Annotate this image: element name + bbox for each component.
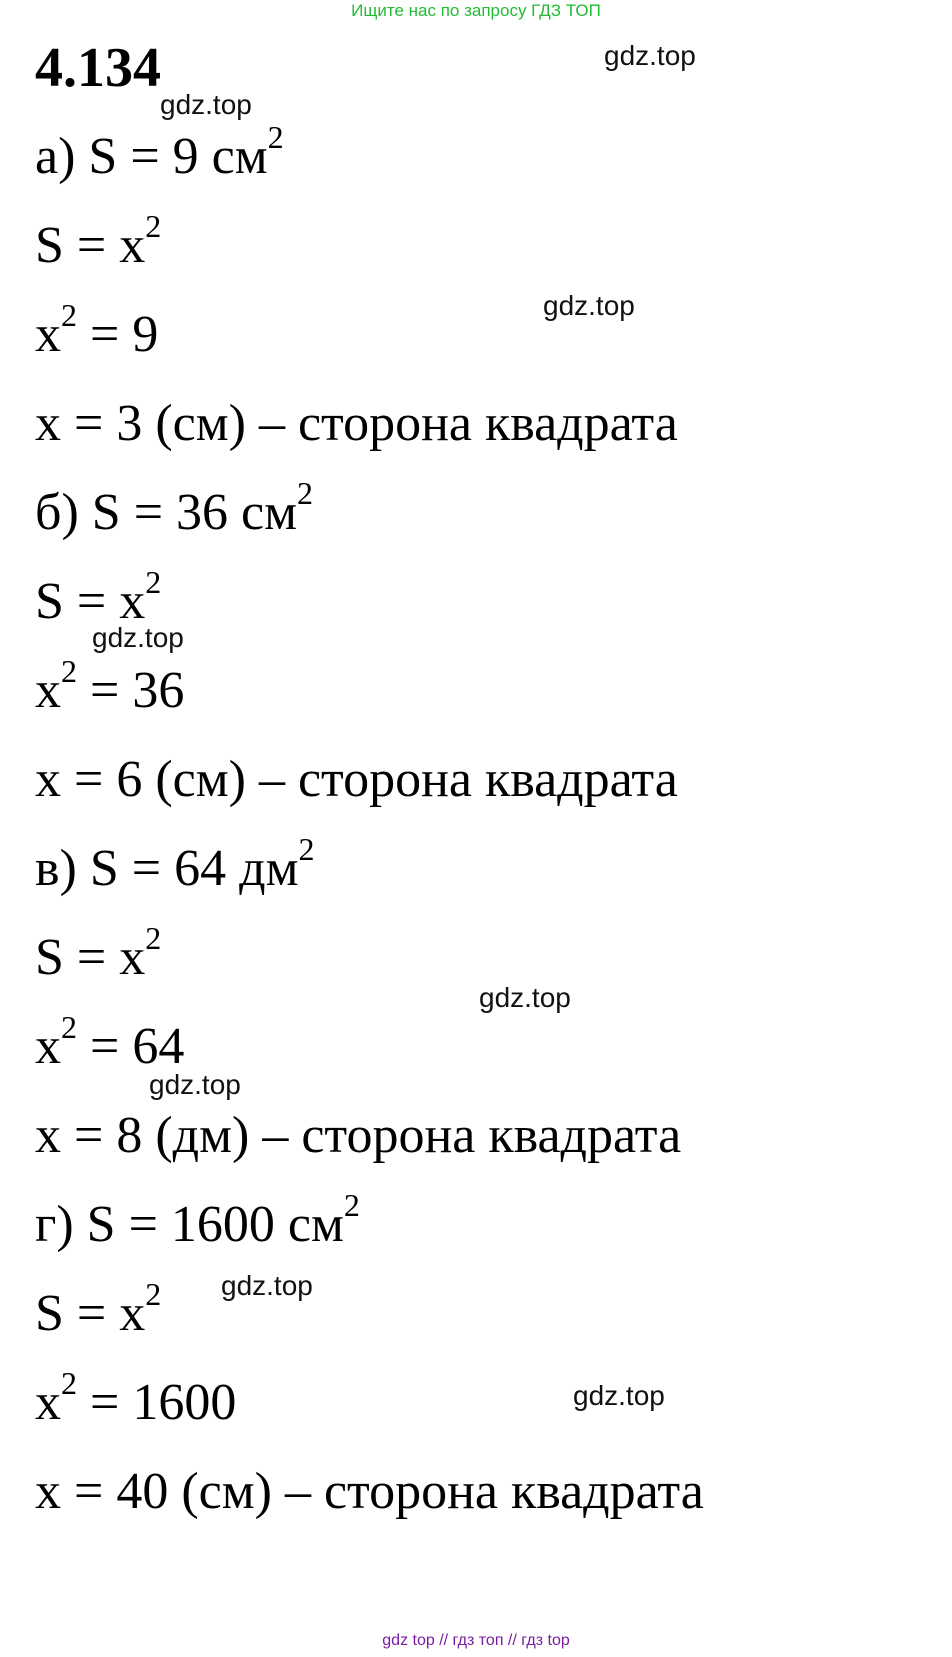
solution-line: $x^2 = 1600$ [35, 1365, 237, 1431]
solution-line: $x^2 = 9$ [35, 297, 159, 363]
watermark: gdz.top [479, 982, 571, 1013]
solution-line: x = 8 (дм) – сторона квадрата [35, 1107, 682, 1164]
footer-links[interactable]: gdz top // гдз топ // гдз top [382, 1632, 570, 1649]
watermark: gdz.top [604, 40, 696, 71]
problem-number: 4.134 [35, 37, 161, 99]
watermark: gdz.top [573, 1380, 665, 1411]
watermark: gdz.top [543, 290, 635, 321]
solution-line: $x^2 = 36$ [35, 653, 185, 719]
top-banner-link[interactable]: Ищите нас по запросу ГДЗ ТОП [351, 1, 601, 20]
watermark: gdz.top [160, 89, 252, 120]
solution-line: $S = x^2$ [35, 1276, 162, 1342]
solution-line: x = 3 (см) – сторона квадрата [35, 395, 678, 452]
solution-line: x = 40 (см) – сторона квадрата [35, 1463, 704, 1520]
solution-line: а) S = 9 $см^2$ [35, 119, 284, 185]
solution-line: $x^2 = 64$ [35, 1009, 185, 1075]
solution-line: $S = x^2$ [35, 208, 162, 274]
solution-line: x = 6 (см) – сторона квадрата [35, 751, 678, 808]
solution-line: г) S = 1600 $см^2$ [35, 1187, 360, 1253]
solution-line: $S = x^2$ [35, 564, 162, 630]
watermark: gdz.top [149, 1069, 241, 1100]
solution-line: в) S = 64 $дм^2$ [35, 831, 315, 897]
watermark: gdz.top [221, 1270, 313, 1301]
solution-line: $S = x^2$ [35, 920, 162, 986]
solution-line: б) S = 36 $см^2$ [35, 475, 314, 541]
watermark: gdz.top [92, 622, 184, 653]
